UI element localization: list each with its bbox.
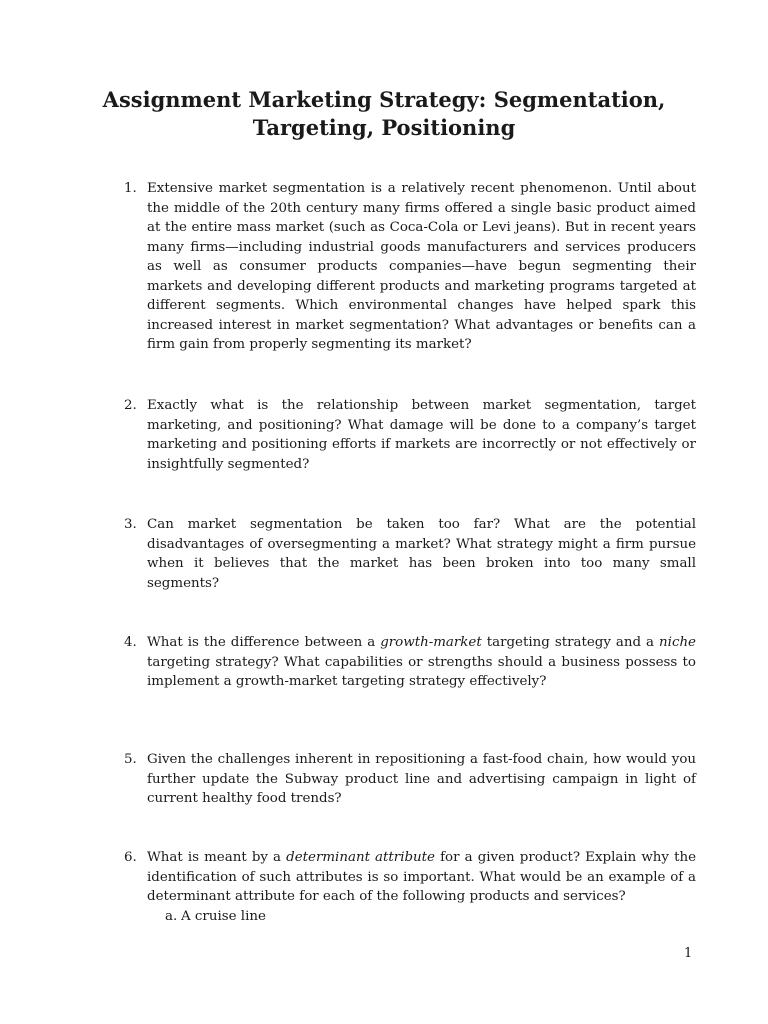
question-text-part: targeting strategy and a [481,635,660,650]
question-number: 1. [124,181,137,196]
question-text: Extensive market segmentation is a relatively recent phenomenon. Until about the middle of the 20th century many firms offered a single basic product aimed at the entire mass market (such as Coca-Cola or Levi jeans). But in recent years many firms—including industrial goods manufacturers and services producers as well as consumer products companies—have begun segmenting their markets and developing different products and marketing programs targeted at different segments. Which environmental changes have helped spark this increased interest in market segmentation? What advantages or benefits can a firm gain from properly segmenting its market? [147,181,696,352]
question-number: 5. [124,752,137,767]
page-title [0,86,768,142]
question-text-part: for a given product? Explain why the identification of such attributes is so important. What would be an example of a determinant attribute for each of the following products and services? [147,850,697,904]
sub-item [165,907,696,927]
question-5 [124,750,696,809]
emphasized-term: niche [659,635,696,650]
question-text-part: What is meant by a [147,850,287,865]
sub-item-text: A cruise line [181,908,266,924]
question-text: Can market segmentation be taken too far? What are the potential disadvantages of oversegmenting a market? What strategy might a firm pursue when it believes that the market has been broken into too many small segments? [147,517,696,591]
sub-item-letter: a. [165,908,178,924]
question-text: Given the challenges inherent in repositioning a fast-food chain, how would you further update the Subway product line and advertising campaign in light of current healthy food trends? [147,752,696,806]
question-number: 3. [124,517,137,532]
question-text [147,848,696,907]
question-text [147,633,696,692]
question-2 [124,396,696,474]
question-number: 4. [124,635,137,650]
question-4 [124,633,696,692]
emphasized-term: growth-market [380,635,482,650]
page-number: 1 [684,946,693,961]
question-text-part: What is the difference between a [147,635,381,650]
question-text: Exactly what is the relationship between market segmentation, target marketing, and positioning? What damage will be done to a company’s target marketing and positioning efforts if markets are incorrectly or not effectively or insightfully segmented? [147,398,696,472]
question-text-part: targeting strategy? What capabilities or strengths should a business possess to implement a growth-market targeting strategy effectively? [147,654,696,689]
question-3 [124,515,696,593]
question-number: 6. [124,850,137,865]
emphasized-term: determinant attribute [286,850,435,865]
title-line-2: Targeting, Positioning [252,115,516,140]
question-number: 2. [124,398,137,413]
title-line-1: Assignment Marketing Strategy: Segmentation, [102,87,666,112]
question-1 [124,179,696,355]
question-6 [124,848,696,926]
